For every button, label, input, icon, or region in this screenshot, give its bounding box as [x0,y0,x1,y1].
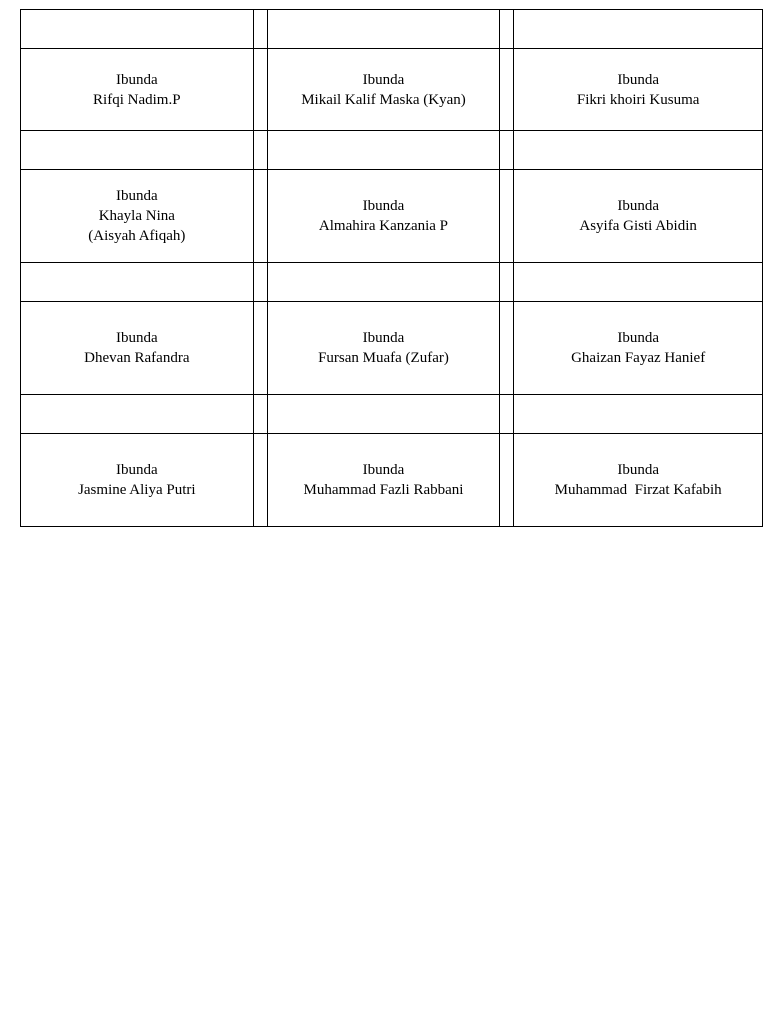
empty-cell [514,395,763,434]
empty-cell [21,263,254,302]
gap-cell [253,49,267,131]
label-name-line: Rifqi Nadim.P [93,91,181,108]
label-name-line: Asyifa Gisti Abidin [579,218,697,234]
name-label-cell [267,302,500,395]
name-label-cell [514,434,763,527]
spacer-row [21,10,763,49]
name-label-cell [267,434,500,527]
label-prefix: Ibunda [115,188,158,204]
name-label-cell [514,49,763,131]
label-table-body [21,10,763,527]
spacer-row [21,131,763,170]
label-prefix: Ibunda [115,330,158,346]
label-name-line: Dhevan Rafandra [84,350,190,366]
label-name-line: Mikail Kalif Maska (Kyan) [301,91,466,108]
label-name-line: Khayla Nina [98,208,175,224]
empty-cell [21,10,254,49]
name-label-cell [21,170,254,263]
empty-cell [267,263,500,302]
label-row [21,302,763,395]
label-prefix: Ibunda [362,330,405,346]
label-prefix: Ibunda [617,198,659,214]
empty-cell [267,131,500,170]
label-row [21,49,763,131]
gap-cell [253,131,267,170]
gap-cell [500,434,514,527]
name-label-cell [514,302,763,395]
empty-cell [514,10,763,49]
gap-cell [500,302,514,395]
gap-cell [253,434,267,527]
name-label-cell [21,302,254,395]
empty-cell [514,263,763,302]
label-prefix: Ibunda [362,71,405,88]
empty-cell [267,10,500,49]
gap-cell [253,395,267,434]
label-prefix: Ibunda [617,71,659,88]
name-label-cell [267,49,500,131]
label-prefix: Ibunda [617,462,659,478]
label-prefix: Ibunda [115,71,158,88]
name-label-cell [21,434,254,527]
label-name-line: Jasmine Aliya Putri [78,482,196,498]
label-name-line: Muhammad Fazli Rabbani [303,482,464,498]
gap-cell [500,263,514,302]
spacer-row [21,395,763,434]
gap-cell [253,302,267,395]
empty-cell [267,395,500,434]
empty-cell [21,395,254,434]
label-name-line: Almahira Kanzania P [318,218,449,234]
gap-cell [500,170,514,263]
name-label-cell [267,170,500,263]
label-name-line: Muhammad Firzat Kafabih [554,482,722,498]
label-name-line: Fikri khoiri Kusuma [576,91,700,108]
empty-cell [21,131,254,170]
label-prefix: Ibunda [362,198,405,214]
label-prefix: Ibunda [617,330,659,346]
label-name-line: Ghaizan Fayaz Hanief [571,350,706,366]
label-row [21,170,763,263]
gap-cell [500,10,514,49]
name-label-cell [514,170,763,263]
gap-cell [500,395,514,434]
gap-cell [253,170,267,263]
gap-cell [500,49,514,131]
label-name-line: Fursan Muafa (Zufar) [318,350,449,366]
empty-cell [514,131,763,170]
gap-cell [500,131,514,170]
name-label-cell [21,49,254,131]
label-name-line: (Aisyah Afiqah) [88,228,186,244]
label-table [20,9,763,527]
gap-cell [253,263,267,302]
label-prefix: Ibunda [362,462,405,478]
gap-cell [253,10,267,49]
label-prefix: Ibunda [115,462,158,478]
label-row [21,434,763,527]
spacer-row [21,263,763,302]
